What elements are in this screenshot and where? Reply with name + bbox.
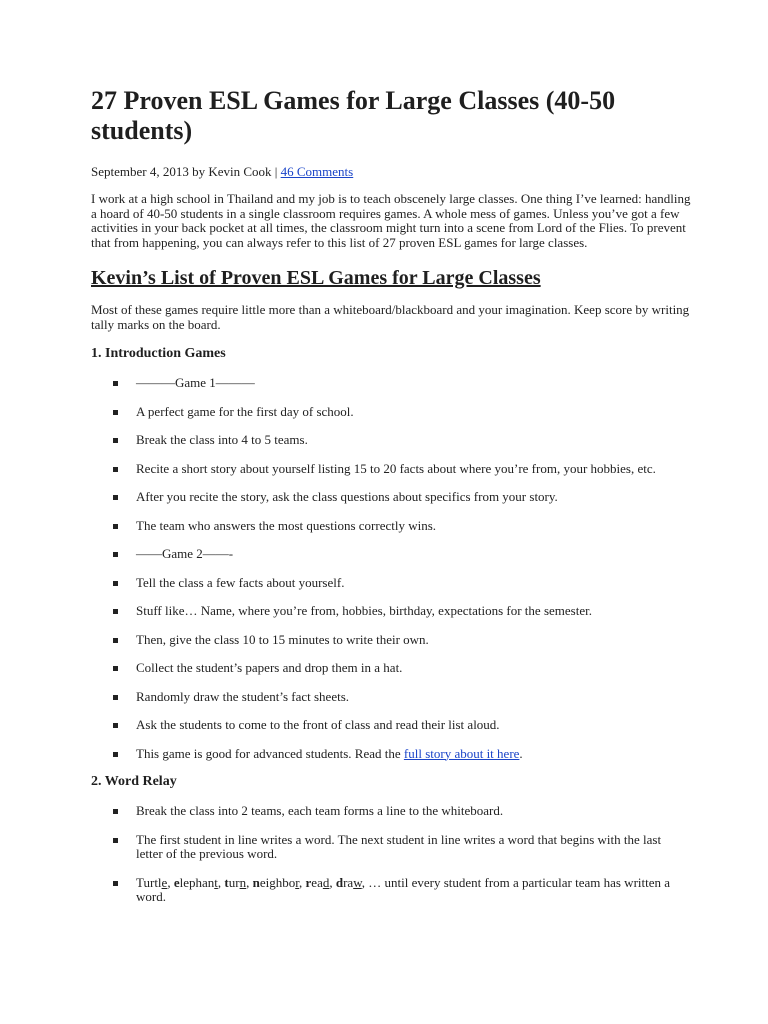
bullet-icon <box>113 495 118 500</box>
post-meta <box>91 164 691 180</box>
example-word: read <box>305 874 330 890</box>
comments-link[interactable]: 46 Comments <box>280 164 354 179</box>
date-author: September 4, 2013 by Kevin Cook | <box>91 164 278 179</box>
list-item: After you recite the story, ask the class questions about specifics from your story. <box>91 490 691 505</box>
list-item-example: Turtle, elephant, turn, neighbor, read, draw, … until every student from a particular team has written a word. <box>91 876 691 905</box>
list-item: ——Game 2——- <box>91 547 691 562</box>
list-item: Then, give the class 10 to 15 minutes to write their own. <box>91 633 691 648</box>
example-word: elephant <box>173 874 218 890</box>
list-item: The team who answers the most questions correctly wins. <box>91 519 691 534</box>
list-item: Collect the student’s papers and drop them in a hat. <box>91 661 691 676</box>
example-word: draw <box>335 874 362 890</box>
bullet-icon <box>113 838 118 843</box>
list-item: Recite a short story about yourself listing 15 to 20 facts about where you’re from, your hobbies, etc. <box>91 462 691 477</box>
bullet-icon <box>113 881 118 886</box>
bullet-icon <box>113 752 118 757</box>
list-item: Break the class into 2 teams, each team forms a line to the whiteboard. <box>91 804 691 819</box>
list-item: Randomly draw the student’s fact sheets. <box>91 690 691 705</box>
page-title: 27 Proven ESL Games for Large Classes (40-50 students) <box>91 86 616 145</box>
list-item: A perfect game for the first day of school. <box>91 405 691 420</box>
section-lead: Most of these games require little more than a whiteboard/blackboard and your imagination. Keep score by writing tally marks on the board. <box>91 302 690 332</box>
bullet-icon <box>113 381 118 386</box>
article <box>91 86 691 905</box>
bullet-icon <box>113 666 118 671</box>
example-words: Turtle, elephant, turn, neighbor, read, draw, <box>136 874 365 890</box>
example-word: Turtle <box>136 874 168 890</box>
bullet-icon <box>113 410 118 415</box>
bullet-icon <box>113 524 118 529</box>
bullet-icon <box>113 581 118 586</box>
intro-paragraph: I work at a high school in Thailand and my job is to teach obscenely large classes. One thing I’ve learned: handling a hoard of 40-50 students in a single classroom requires games. A whole mess of games. Unless you’ve got a few activities in your back pocket at all times, the classroom might turn into a scene from Lord of the Flies. To prevent that from happening, you can always refer to this list of 27 proven ESL games for large classes. <box>91 191 691 250</box>
bullet-icon <box>113 809 118 814</box>
example-word: turn <box>224 874 247 890</box>
list-item: The first student in line writes a word. The next student in line writes a word that begins with the last letter of the previous word. <box>91 833 691 862</box>
word-relay-list <box>91 804 691 905</box>
list-item: ———Game 1——— <box>91 376 691 391</box>
section-heading: Kevin’s List of Proven ESL Games for Large Classes <box>91 267 541 289</box>
bullet-icon <box>113 552 118 557</box>
bullet-icon <box>113 695 118 700</box>
list-item: Tell the class a few facts about yourself. <box>91 576 691 591</box>
bullet-icon <box>113 609 118 614</box>
list-item: Ask the students to come to the front of class and read their list aloud. <box>91 718 691 733</box>
bullet-icon <box>113 723 118 728</box>
list-item: This game is good for advanced students. Read the full story about it here. <box>91 747 691 762</box>
introduction-games-list <box>91 376 691 761</box>
list-item: Stuff like… Name, where you’re from, hobbies, birthday, expectations for the semester. <box>91 604 691 619</box>
bullet-icon <box>113 438 118 443</box>
bullet-icon <box>113 638 118 643</box>
example-word: neighbor <box>252 874 300 890</box>
full-story-link[interactable]: full story about it here <box>403 745 520 761</box>
game-heading-introduction: 1. Introduction Games <box>91 346 226 361</box>
game-heading-word-relay: 2. Word Relay <box>91 774 177 789</box>
bullet-icon <box>113 467 118 472</box>
list-item: Break the class into 4 to 5 teams. <box>91 433 691 448</box>
